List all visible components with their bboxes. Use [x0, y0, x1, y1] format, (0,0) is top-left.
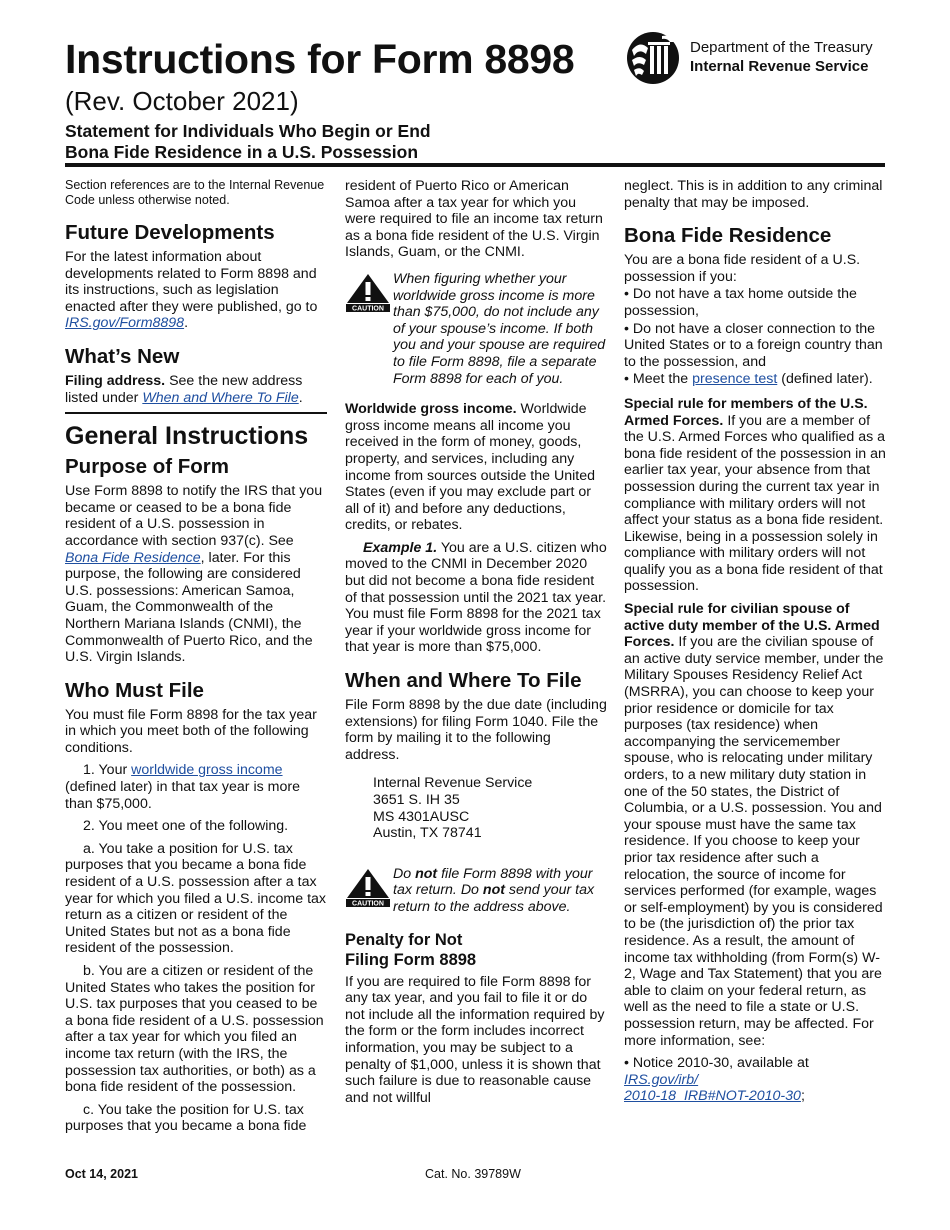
filing-address-paragraph: Filing address. See the new address listed under When and Where To File.: [65, 372, 303, 406]
caution2-do: Do: [393, 865, 412, 882]
worldwide-gross-income-paragraph: [345, 401, 607, 534]
penalty-continued: neglect. This is in addition to any criminal penalty that may be imposed.: [624, 178, 883, 211]
when-where-heading: When and Where To File: [345, 669, 582, 693]
armed-forces-text: If you are a member of the U.S. Armed Forces who qualified as a bona fide resident of the possession in an earlier tax year, your absence from that possession during the current tax year in compliance with military orders will not affect your status as a bona fide resident. Likewise, being in a possession solely in compliance with military orders will not qualify you as a bona fide resident of that possession.: [624, 412, 886, 595]
footer-date: Oct 14, 2021: [65, 1167, 138, 1181]
irs-form8898-link[interactable]: IRS.gov/Form8898: [65, 315, 185, 332]
penalty-heading-line-1: Penalty for Not: [345, 930, 463, 949]
example-1-label: Example 1.: [363, 539, 438, 556]
notice-end: ;: [800, 1088, 805, 1105]
armed-forces-label: Special rule for members of the U.S. Armed Forces.: [624, 395, 868, 429]
condition-1-pre: 1. Your: [83, 762, 128, 779]
wgi-label: Worldwide gross income.: [345, 401, 517, 418]
bfr-bullet-3-pre: Meet the: [632, 371, 689, 388]
condition-1: [65, 762, 327, 812]
when-where-text: File Form 8898 by the due date (including extensions) for filing Form 1040. File the form by mailing it to the following address.: [345, 697, 607, 763]
bfr-bullet-1-text: Do not have a tax home outside the possession,: [624, 286, 857, 319]
caution-label: CAUTION: [352, 900, 384, 908]
caution-box-1: [345, 271, 607, 387]
agency-department: Department of the Treasury: [690, 39, 873, 56]
bfr-bullet-1: • Do not have a tax home outside the possession,: [624, 286, 857, 319]
penalty-text: If you are required to file Form 8898 for any tax year, and you fail to file it or do not include all the information required by the form or the form includes incorrect information, you may be subject to a penalty of $1,000, unless it is shown that such failure is due to reasonable cause and not willful: [345, 973, 605, 1106]
address-line-4: Austin, TX 78741: [373, 825, 482, 842]
caution-icon: [345, 868, 393, 916]
general-instructions-heading: General Instructions: [65, 412, 327, 450]
notice-text: Notice 2010-30, available at: [632, 1055, 809, 1072]
penalty-heading: [345, 930, 607, 970]
notice-bullet: • Notice 2010-30, available at IRS.gov/irb/ 2010-18_IRB#NOT-2010-30;: [624, 1055, 809, 1105]
column-1: [65, 178, 327, 1141]
purpose-paragraph: [65, 483, 327, 666]
condition-c: c. You take the position for U.S. tax purposes that you became a bona fide: [65, 1101, 307, 1135]
condition-2: 2. You meet one of the following.: [83, 818, 289, 835]
caution2-mid: file Form 8898 with your tax return. Do: [393, 865, 593, 899]
mailing-address: [373, 775, 607, 841]
bona-fide-residence-link[interactable]: Bona Fide Residence: [65, 549, 201, 566]
section-references-note: Section references are to the Internal Revenue Code unless otherwise noted.: [65, 178, 325, 207]
document-title: Instructions for Form 8898: [65, 36, 575, 82]
future-developments-heading: Future Developments: [65, 221, 275, 244]
column-2: [345, 178, 607, 1112]
purpose-heading: Purpose of Form: [65, 455, 230, 479]
filing-address-text: See the new address listed under: [65, 372, 303, 406]
caution-label: CAUTION: [352, 305, 384, 313]
bona-fide-residence-heading: Bona Fide Residence: [624, 224, 832, 248]
armed-forces-paragraph: [624, 396, 886, 595]
bfr-intro: You are a bona fide resident of a U.S. possession if you:: [624, 252, 861, 285]
condition-1-post: (defined later) in that tax year is more than $75,000.: [65, 779, 300, 812]
condition-b: b. You are a citizen or resident of the United States who takes the position for U.S. tax purposes that you ceased to be a bona fide resident of a U.S. possession after a tax year for which you filed an income tax return (with the IRS, the possession tax authorities, or both) as a bona fide resident of the possession.: [65, 963, 324, 1096]
caution2-not-1: not: [415, 865, 438, 882]
revision-date: (Rev. October 2021): [65, 86, 299, 116]
example-1-text: You are a U.S. citizen who moved to the CNMI in December 2020 but did not become a bona fide resident of that possession until the 2021 tax year. You must file Form 8898 for the 2021 tax year if your worldwide gross income for that year is more than $75,000.: [345, 539, 607, 656]
caution-icon: [345, 273, 393, 387]
future-text: For the latest information about developments related to Form 8898 and its instructions, such as legislation enacted after they were published, go to: [65, 249, 318, 315]
address-line-1: Internal Revenue Service: [373, 775, 533, 792]
agency-irs: Internal Revenue Service: [690, 58, 869, 75]
bfr-bullet-2: • Do not have a closer connection to the United States or to a foreign country than to the possession, and: [624, 320, 883, 370]
who-must-file-heading: Who Must File: [65, 678, 204, 702]
purpose-text-1: Use Form 8898 to notify the IRS that you became or ceased to be a bona fide resident of a U.S. possession in accordance with section 937(c). See: [65, 483, 323, 549]
bfr-bullet-2-text: Do not have a closer connection to the United States or to a foreign country than to the possession, and: [624, 320, 883, 370]
civilian-spouse-paragraph: [624, 601, 886, 1049]
irb-link-line-1[interactable]: IRS.gov/irb/: [624, 1071, 699, 1088]
agency-block: [622, 30, 873, 86]
caution-text-2: [393, 866, 607, 916]
address-line-2: 3651 S. IH 35: [373, 792, 460, 808]
condition-c-continued: resident of Puerto Rico or American Samoa after a tax year for which you were required to file an income tax return as a bona fide resident of the U.S. Virgin Islands, Guam, or the CNMI.: [345, 178, 603, 261]
who-must-file-text: You must file Form 8898 for the tax year in which you meet both of the following conditions.: [65, 706, 317, 756]
civilian-spouse-label: Special rule for civilian spouse of active duty member of the U.S. Armed Forces.: [624, 601, 880, 651]
caution-text-1: When figuring whether your worldwide gross income is more than $75,000, do not include any of your spouse’s income. If both you and your spouse are required to file Form 8898, file a separate Form 8898 for each of you.: [393, 270, 606, 387]
caution2-not-2: not: [482, 882, 505, 899]
caution2-end: send your tax return to the address above.: [393, 882, 595, 915]
whats-new-heading: What’s New: [65, 344, 180, 368]
when-where-link[interactable]: When and Where To File: [142, 389, 299, 406]
condition-a: a. You take a position for U.S. tax purposes that you became a bona fide resident of a U.S. possession after a tax year for which you filed a U.S. income tax return as a citizen or resident of the United States but not as a bona fide resident of the possession.: [65, 840, 327, 957]
worldwide-gross-income-link[interactable]: worldwide gross income: [131, 762, 283, 779]
penalty-heading-line-2: Filing Form 8898: [345, 950, 477, 969]
filing-address-label: Filing address.: [65, 372, 166, 389]
wgi-text: Worldwide gross income means all income you received in the form of money, goods, property, and services, including any income from sources outside the United States (even if you may exclude part or all of it) and before any deductions, credits, or rebates.: [345, 401, 595, 534]
future-developments-text: For the latest information about developments related to Form 8898 and its instructions, such as legislation enacted after they were published, go to IRS.gov/Form8898.: [65, 249, 318, 332]
column-3: [624, 178, 886, 1106]
civilian-spouse-text: If you are the civilian spouse of an active duty service member, under the Military Spouses Residency Relief Act (MSRRA), you can choose to keep your prior residence or domicile for tax purposes (tax residence) when accompanying the servicemember spouse, who is relocating under military orders, to a new military duty station in one of the 50 states, the District of Columbia, or a U.S. possession. You and your spouse must have the same tax residence. If you choose to keep your prior tax residence after such a relocation, the source of income for services performed (for example, wages or self-employment) by you is considered to be (the jurisdiction of) the prior tax residence. As a result, the amount of income tax withholding (from Form(s) W-2, Wage and Tax Statement) that you are able to claim on your federal return, as well as the need to file a state or U.S. possession return, may be affected. For more information, see:: [624, 634, 884, 1049]
bfr-bullet-3: • Meet the presence test (defined later).: [624, 371, 873, 388]
example-1-paragraph: [345, 540, 607, 656]
header-rule: [65, 163, 885, 167]
presence-test-link[interactable]: presence test: [692, 371, 778, 388]
bfr-bullet-3-post: (defined later).: [781, 371, 873, 388]
address-line-3: MS 4301AUSC: [373, 808, 470, 825]
caution-box-2: [345, 866, 607, 916]
purpose-text-2: , later. For this purpose, the following are considered U.S. possessions: American Samoa, Guam, the Commonwealth of the Northern Mariana Islands (CNMI), the Commonwealth of Puerto Rico, and the U.S. Virgin Islands.: [65, 549, 313, 666]
document-subtitle: [65, 121, 431, 163]
subtitle-line-2: Bona Fide Residence in a U.S. Possession: [65, 142, 419, 162]
irs-eagle-logo-icon: [622, 30, 684, 86]
catalog-number: Cat. No. 39789W: [425, 1167, 521, 1181]
subtitle-line-1: Statement for Individuals Who Begin or End: [65, 121, 431, 141]
irb-link-line-2[interactable]: 2010-18_IRB#NOT-2010-30: [624, 1088, 801, 1105]
